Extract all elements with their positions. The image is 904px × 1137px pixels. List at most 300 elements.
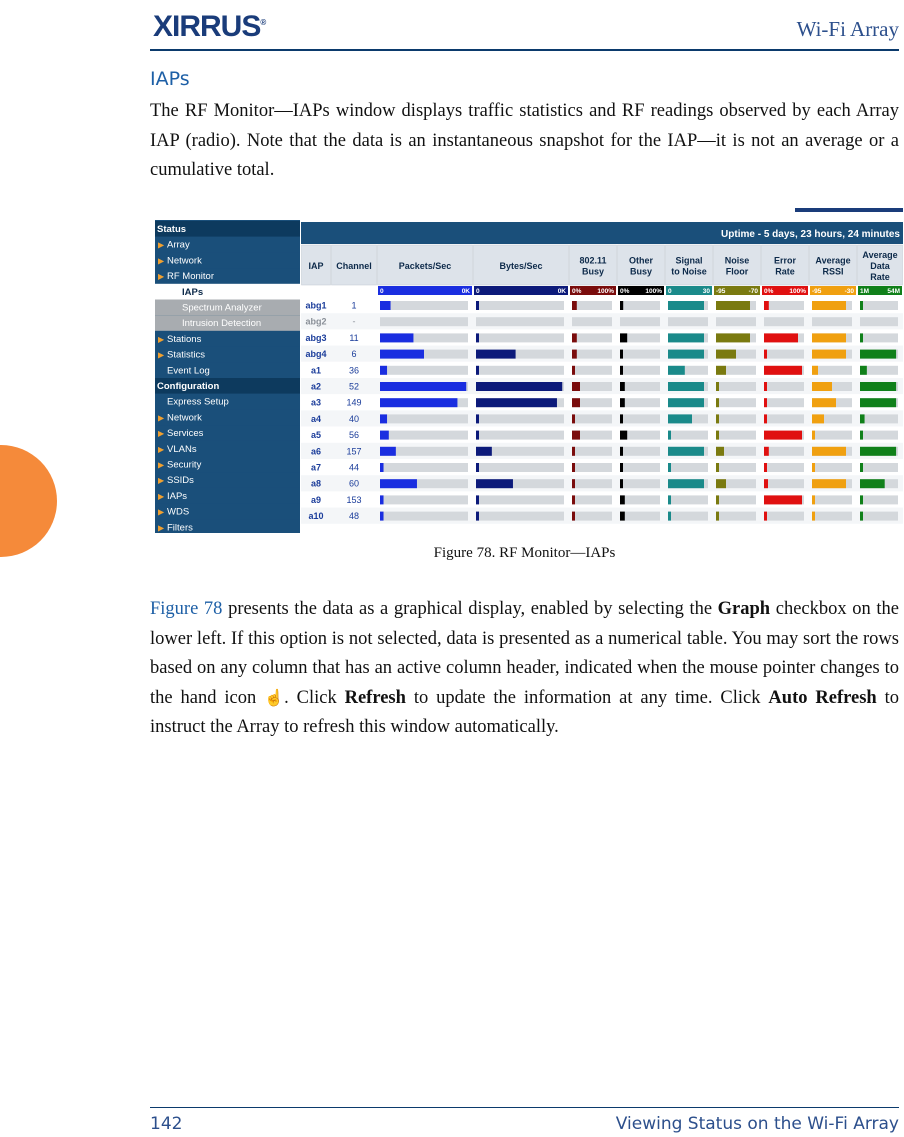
nav-item-label[interactable]: Stations (167, 333, 202, 345)
channel-cell: 11 (349, 332, 359, 343)
column-header-label[interactable]: Packets/Sec (398, 261, 452, 271)
nav-item-label[interactable]: Intrusion Detection (182, 318, 262, 330)
bar-track (860, 317, 898, 326)
range-max: 0K (557, 288, 566, 295)
iap-cell: a5 (310, 430, 322, 441)
xirrus-logo-strip (795, 208, 903, 212)
bar-track (572, 463, 612, 472)
column-header-label[interactable]: RSSI (822, 266, 844, 277)
bar-track (380, 512, 468, 521)
bar-track (572, 512, 612, 521)
column-header-label[interactable]: Average (815, 255, 851, 266)
bar-track (716, 495, 756, 504)
bar-value (860, 495, 863, 504)
nav-arrow-icon: ▶ (158, 491, 165, 501)
bar-value (476, 366, 479, 375)
bar-track (572, 333, 612, 342)
bar-value (572, 512, 575, 521)
bar-value (380, 431, 389, 440)
bar-track (572, 366, 612, 375)
bar-value (812, 463, 815, 472)
bar-track (716, 463, 756, 472)
bar-track (620, 398, 660, 407)
bar-value (764, 398, 767, 407)
iap-cell: abg4 (305, 349, 327, 360)
bar-track (716, 414, 756, 423)
iap-cell: a8 (310, 478, 322, 489)
bar-value (380, 479, 417, 488)
bar-value (812, 431, 815, 440)
bar-value (380, 463, 384, 472)
bar-track (380, 463, 468, 472)
bar-track (620, 414, 660, 423)
bar-track (380, 366, 468, 375)
nav-item-label[interactable]: SSIDs (167, 475, 194, 487)
column-header-label[interactable]: Rate (870, 272, 890, 282)
nav-item-label[interactable]: VLANs (167, 443, 197, 455)
bar-value (764, 301, 769, 310)
bar-value (620, 366, 623, 375)
bar-track (476, 333, 564, 342)
bar-track (620, 382, 660, 391)
bar-value (572, 447, 575, 456)
bar-value (668, 512, 671, 521)
bar-track (572, 479, 612, 488)
bar-value (572, 350, 577, 359)
bar-value (812, 382, 832, 391)
nav-item-label[interactable]: WDS (167, 506, 190, 518)
range-min: -95 (812, 288, 822, 295)
bar-track (380, 431, 468, 440)
channel-cell: 56 (348, 430, 360, 441)
bar-track (860, 301, 898, 310)
bar-track (812, 317, 852, 326)
bar-value (668, 398, 704, 407)
bar-track (860, 512, 898, 521)
bar-value (668, 366, 685, 375)
bar-track (380, 414, 468, 423)
nav-item-label[interactable]: Spectrum Analyzer (182, 302, 262, 314)
bar-track (812, 463, 852, 472)
bar-value (380, 350, 424, 359)
column-header-label[interactable]: IAP (308, 261, 324, 271)
bar-value (572, 479, 575, 488)
bar-value (572, 301, 577, 310)
range-min: -95 (716, 288, 726, 295)
header-title: Wi-Fi Array (796, 17, 899, 41)
bar-track (476, 463, 564, 472)
bar-value (476, 447, 492, 456)
bar-value (860, 431, 863, 440)
bar-track (476, 366, 564, 375)
nav-arrow-icon: ▶ (158, 460, 165, 470)
bar-value (716, 463, 719, 472)
bar-value (668, 350, 704, 359)
iap-cell: a6 (310, 446, 322, 457)
bar-track (572, 414, 612, 423)
iap-cell: a4 (310, 413, 322, 424)
nav-item-label[interactable]: IAPs (182, 286, 204, 298)
bar-track (764, 350, 804, 359)
range-min: 0 (380, 288, 384, 295)
nav-arrow-icon: ▶ (158, 272, 165, 282)
bar-value (668, 333, 704, 342)
bar-track (572, 495, 612, 504)
nav-item-label[interactable]: Status (157, 224, 187, 235)
range-max: 54M (887, 288, 900, 295)
column-header-label[interactable]: Average (862, 250, 898, 260)
bar-value (716, 479, 726, 488)
section-title: IAPs (150, 68, 190, 90)
channel-cell: 153 (346, 494, 362, 505)
bar-value (668, 463, 671, 472)
range-min: 1M (860, 288, 870, 295)
nav-arrow-icon: ▶ (158, 350, 165, 360)
channel-cell: 6 (351, 349, 357, 360)
rf-monitor-figure (155, 208, 903, 533)
bar-value (812, 350, 846, 359)
nav-item-label[interactable]: Network (167, 412, 202, 424)
bar-value (476, 512, 479, 521)
bar-value (380, 366, 387, 375)
bar-value (476, 495, 479, 504)
footer-rule (150, 1107, 899, 1108)
bar-value (620, 447, 623, 456)
bar-value (572, 398, 580, 407)
column-header-label[interactable]: Busy (629, 266, 653, 277)
bar-value (380, 414, 387, 423)
range-min: 0% (572, 288, 582, 295)
bar-value (716, 431, 719, 440)
bar-value (620, 495, 625, 504)
bar-track (764, 301, 804, 310)
bar-value (572, 366, 575, 375)
range-max: -30 (844, 288, 854, 295)
bar-track (620, 512, 660, 521)
bar-value (764, 512, 767, 521)
range-max: 30 (702, 288, 710, 295)
bar-value (380, 301, 391, 310)
bar-value (668, 431, 671, 440)
bar-value (716, 301, 750, 310)
bar-value (860, 301, 863, 310)
bar-value (620, 463, 623, 472)
bar-value (812, 414, 824, 423)
column-header-label[interactable]: Signal (675, 255, 703, 266)
bar-value (716, 382, 719, 391)
column-header-label[interactable]: Busy (581, 266, 605, 277)
bar-value (476, 350, 516, 359)
range-scale (474, 286, 568, 295)
bar-value (812, 333, 846, 342)
bar-value (572, 463, 575, 472)
channel-cell: 157 (346, 446, 362, 457)
bar-value (476, 382, 562, 391)
iap-cell: abg1 (305, 300, 327, 311)
bar-value (668, 382, 704, 391)
bar-track (476, 414, 564, 423)
channel-cell: 52 (348, 381, 360, 392)
channel-cell: 36 (348, 365, 360, 376)
bar-value (668, 301, 704, 310)
bar-track (476, 431, 564, 440)
bar-track (476, 317, 564, 326)
bar-value (572, 333, 577, 342)
column-header-label[interactable]: Noise (724, 255, 750, 266)
bar-track (620, 366, 660, 375)
bar-track (620, 350, 660, 359)
bar-value (812, 301, 846, 310)
nav-item-label[interactable]: Event Log (167, 365, 210, 377)
figure-top-band (155, 208, 903, 218)
iap-cell: a9 (310, 494, 322, 505)
nav-arrow-icon: ▶ (158, 413, 165, 423)
bar-value (668, 447, 704, 456)
bar-value (716, 512, 719, 521)
bar-value (812, 447, 846, 456)
bar-track (572, 317, 612, 326)
hand-pointer-icon: ☝ (264, 689, 285, 707)
bar-track (620, 301, 660, 310)
bar-value (860, 463, 863, 472)
bar-track (572, 447, 612, 456)
bar-value (380, 447, 396, 456)
bar-track (668, 317, 708, 326)
iap-cell: a7 (310, 462, 322, 473)
bar-value (860, 447, 896, 456)
bar-value (380, 512, 384, 521)
column-header-label[interactable]: Rate (775, 266, 795, 277)
margin-tab-decoration (0, 445, 57, 557)
channel-cell: 44 (348, 462, 360, 473)
bar-track (716, 512, 756, 521)
bar-value (716, 366, 726, 375)
bar-track (668, 431, 708, 440)
bar-value (620, 333, 627, 342)
bar-track (764, 512, 804, 521)
bar-track (380, 317, 468, 326)
bar-value (716, 447, 724, 456)
bar-track (860, 414, 898, 423)
nav-item-label[interactable]: Configuration (157, 381, 220, 392)
page-number: 142 (150, 1114, 183, 1134)
bar-track (716, 317, 756, 326)
bar-value (764, 495, 802, 504)
bar-track (572, 301, 612, 310)
bar-track (812, 512, 852, 521)
bar-value (716, 398, 719, 407)
bar-value (380, 398, 457, 407)
bar-track (380, 495, 468, 504)
bar-value (764, 366, 802, 375)
iap-cell: a2 (310, 381, 322, 392)
bar-track (812, 495, 852, 504)
bar-value (764, 463, 767, 472)
bar-value (476, 431, 479, 440)
bar-value (668, 414, 692, 423)
bar-value (668, 495, 671, 504)
bar-value (620, 479, 623, 488)
intro-paragraph: The RF Monitor—IAPs window displays traffic statistics and RF readings observed by each Array IAP (radio). Note that the data is an instantaneous snapshot for the IAP—it is not an average or a cumulative total. (150, 101, 899, 180)
figure-caption: Figure 78. RF Monitor—IAPs (433, 545, 616, 561)
footer-title: Viewing Status on the Wi-Fi Array (615, 1114, 899, 1134)
bar-track (860, 431, 898, 440)
bar-value (572, 382, 580, 391)
bar-track (620, 463, 660, 472)
bar-value (764, 447, 769, 456)
channel-cell: 60 (348, 478, 360, 489)
bar-value (860, 414, 865, 423)
bar-track (764, 382, 804, 391)
bar-value (620, 350, 623, 359)
column-header-label[interactable]: Bytes/Sec (499, 261, 543, 271)
bar-track (764, 398, 804, 407)
bar-track (716, 398, 756, 407)
nav-arrow-icon: ▶ (158, 256, 165, 266)
bar-track (764, 414, 804, 423)
bar-value (764, 382, 767, 391)
nav-item-label[interactable]: Array (167, 239, 190, 251)
range-min: 0 (476, 288, 480, 295)
range-max: 0K (461, 288, 470, 295)
range-scale (378, 286, 472, 295)
bar-track (764, 317, 804, 326)
bar-value (860, 479, 885, 488)
bar-value (764, 431, 802, 440)
bar-track (860, 495, 898, 504)
nav-item-label[interactable]: Express Setup (167, 396, 229, 408)
bar-value (860, 382, 896, 391)
bar-value (860, 333, 863, 342)
column-header-label[interactable]: Channel (336, 261, 372, 271)
bar-value (812, 366, 818, 375)
nav-item-label[interactable]: Network (167, 255, 202, 267)
nav-item-bg (155, 284, 300, 300)
bar-value (860, 512, 863, 521)
range-max: -70 (748, 288, 758, 295)
nav-item-label[interactable]: Filters (167, 522, 193, 533)
bar-value (620, 431, 627, 440)
nav-item-label[interactable]: Security (167, 459, 202, 471)
bar-track (620, 495, 660, 504)
bar-value (860, 366, 867, 375)
bar-value (572, 431, 580, 440)
column-header-label[interactable]: Other (628, 255, 654, 266)
bar-track (620, 447, 660, 456)
bar-value (764, 333, 798, 342)
uptime-label: Uptime - 5 days, 23 hours, 24 minutes (721, 229, 900, 240)
bar-track (668, 463, 708, 472)
nav-arrow-icon: ▶ (158, 429, 165, 439)
bar-value (620, 382, 625, 391)
channel-cell: 40 (348, 413, 360, 424)
nav-item-label[interactable]: Statistics (167, 349, 206, 361)
nav-arrow-icon: ▶ (158, 334, 165, 344)
bar-value (476, 398, 557, 407)
range-max: 100% (789, 288, 806, 295)
nav-arrow-icon: ▶ (158, 476, 165, 486)
bar-track (764, 479, 804, 488)
bar-track (764, 447, 804, 456)
bar-value (476, 414, 479, 423)
bar-value (380, 382, 466, 391)
bar-value (812, 479, 846, 488)
bar-track (716, 382, 756, 391)
bar-value (716, 333, 750, 342)
bar-value (620, 414, 623, 423)
bar-value (716, 350, 736, 359)
bar-value (860, 350, 896, 359)
bar-track (668, 512, 708, 521)
column-header-label[interactable]: 802.11 (579, 255, 607, 266)
nav-item-label[interactable]: IAPs (167, 490, 188, 502)
bar-track (572, 350, 612, 359)
iap-cell: a1 (310, 365, 322, 376)
bar-track (764, 463, 804, 472)
bar-value (812, 512, 815, 521)
iap-cell: abg2 (305, 316, 327, 327)
bar-track (476, 512, 564, 521)
nav-item-label[interactable]: Services (167, 428, 204, 440)
range-min: 0% (764, 288, 774, 295)
bar-value (380, 495, 384, 504)
bar-track (620, 317, 660, 326)
header-rule (150, 49, 899, 51)
figure-link[interactable]: Figure 78 (150, 599, 223, 619)
nav-arrow-icon: ▶ (158, 507, 165, 517)
bar-value (764, 350, 767, 359)
iap-cell: abg3 (305, 332, 327, 343)
bar-value (572, 414, 575, 423)
bar-value (812, 495, 815, 504)
graph-paragraph: Figure 78 presents the data as a graphical display, enabled by selecting the Graph checkbox on the lower left. If this option is not selected, data is presented as a numerical table. You may sort the rows based on any column that has an active column header, indicated when the mouse pointer changes to the hand icon ☝. Click Refresh to update the information at any time. Click Auto Refresh to instruct the Array to refresh this window automatically. (150, 599, 900, 737)
bar-value (476, 333, 479, 342)
bar-value (476, 301, 479, 310)
bar-track (716, 431, 756, 440)
bar-value (476, 463, 479, 472)
bar-value (860, 398, 896, 407)
bar-value (380, 333, 413, 342)
bar-track (668, 495, 708, 504)
range-min: 0 (668, 288, 672, 295)
nav-item-label[interactable]: RF Monitor (167, 271, 214, 283)
column-header-label[interactable]: Floor (725, 266, 749, 277)
bar-track (620, 479, 660, 488)
column-header-label[interactable]: to Noise (671, 266, 707, 277)
bar-value (620, 301, 623, 310)
bar-value (572, 495, 575, 504)
nav-arrow-icon: ▶ (158, 240, 165, 250)
bar-value (716, 495, 719, 504)
xirrus-logo: XIRRUS® (153, 10, 266, 43)
channel-cell: 149 (346, 397, 362, 408)
range-min: 0% (620, 288, 630, 295)
bar-value (476, 479, 513, 488)
column-header-label[interactable]: Data (870, 261, 890, 271)
bar-value (716, 414, 719, 423)
range-max: 100% (597, 288, 614, 295)
rf-monitor-screenshot (155, 208, 903, 533)
range-max: 100% (645, 288, 662, 295)
bar-value (812, 398, 836, 407)
channel-cell: - (352, 316, 356, 327)
bar-value (620, 398, 625, 407)
bar-value (764, 479, 768, 488)
column-header-label[interactable]: Error (773, 255, 797, 266)
bar-value (764, 414, 767, 423)
bar-track (860, 463, 898, 472)
channel-cell: 1 (351, 300, 357, 311)
